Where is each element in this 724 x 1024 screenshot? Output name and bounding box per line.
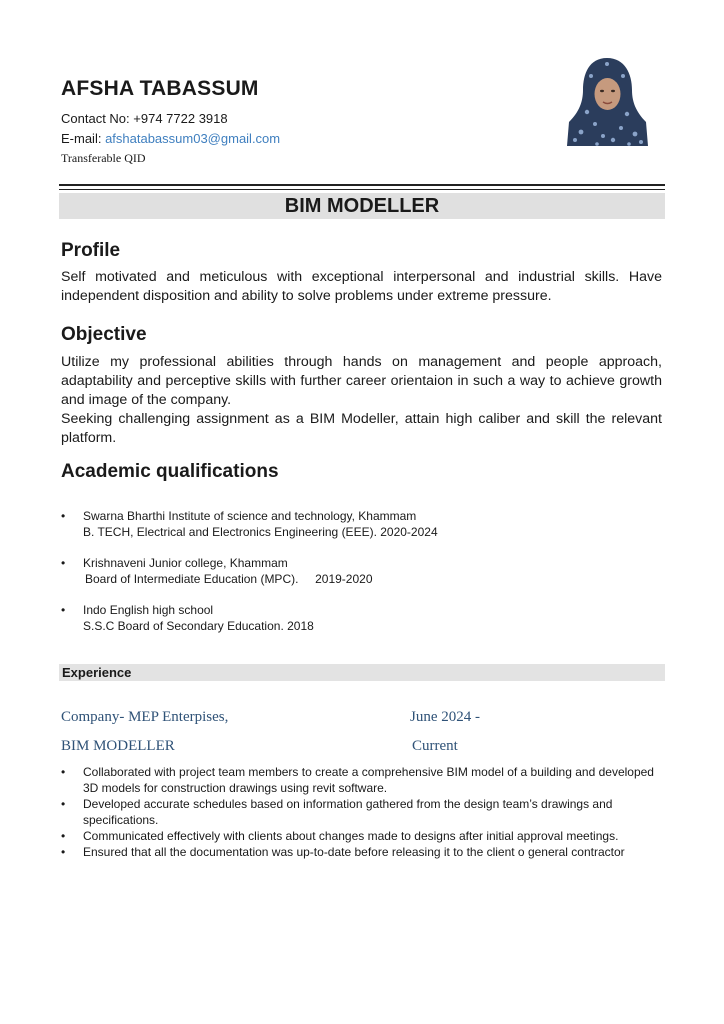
qualification: Board of Intermediate Education (MPC). 2019-2020 (85, 572, 373, 586)
qualification: B. TECH, Electrical and Electronics Engineering (EEE). 2020-2024 (83, 525, 438, 539)
job-title-banner (59, 193, 665, 219)
header-rule-thick (59, 184, 665, 186)
candidate-name: AFSHA TABASSUM (61, 77, 259, 100)
email-link[interactable]: afshatabassum03@gmail.com (105, 131, 281, 146)
experience-bullets (61, 764, 661, 860)
academic-item (61, 602, 661, 634)
academic-item (61, 555, 661, 587)
company-name: Company- MEP Enterpises, (61, 709, 229, 725)
bullet-icon: • (61, 829, 66, 843)
institution: Swarna Bharthi Institute of science and technology, Khammam (83, 509, 417, 523)
objective-text (61, 353, 662, 448)
date-start: June 2024 - (410, 709, 480, 725)
institution: Indo English high school (83, 603, 214, 617)
date-end: Current (412, 738, 458, 754)
header-rule-thin (59, 189, 665, 190)
objective-paragraph-2: Seeking challenging assignment as a BIM Modeller, attain high caliber and skill the relevant platform. (61, 411, 662, 446)
contact-label: Contact No: (61, 111, 134, 126)
qualification: S.S.C Board of Secondary Education. 2018 (83, 619, 314, 633)
academics-heading: Academic qualifications (61, 461, 279, 482)
job-title: BIM MODELLER (284, 194, 440, 217)
academics-list (61, 508, 661, 649)
objective-paragraph-1: Utilize my professional abilities through hands on management and people approach, adaptability and perceptive skills with further career orientaion in such a way to achieve growth and image of the company. (61, 354, 662, 408)
qid-status: Transferable QID (61, 151, 146, 165)
profile-photo (567, 52, 648, 146)
bullet-text: Communicated effectively with clients about changes made to designs after initial approval meetings. (83, 829, 619, 843)
email-line (61, 131, 280, 146)
bullet-icon: • (61, 556, 66, 570)
list-item (61, 764, 661, 796)
role-title: BIM MODELLER (61, 738, 175, 754)
bullet-icon: • (61, 603, 66, 617)
bullet-text: Collaborated with project team members to create a comprehensive BIM model of a building and developed 3D models for construction drawings using revit software. (83, 765, 654, 795)
profile-heading: Profile (61, 240, 121, 261)
contact-number (61, 111, 228, 126)
bullet-icon: • (61, 797, 66, 811)
academic-item (61, 508, 661, 540)
email-label: E-mail: (61, 131, 106, 146)
institution: Krishnaveni Junior college, Khammam (83, 556, 288, 570)
list-item (61, 844, 661, 860)
bullet-icon: • (61, 509, 66, 523)
bullet-text: Developed accurate schedules based on information gathered from the design team’s drawings and specifications. (83, 797, 613, 827)
experience-heading: Experience (62, 665, 132, 680)
profile-text (61, 268, 662, 306)
profile-paragraph: Self motivated and meticulous with exceptional interpersonal and industrial skills. Have independent disposition and ability to solve problems under extreme pressure. (61, 269, 662, 304)
experience-banner (59, 664, 665, 681)
contact-value: +974 7722 3918 (133, 111, 228, 126)
bullet-text: Ensured that all the documentation was up-to-date before releasing it to the client o general contractor (83, 845, 625, 859)
list-item (61, 828, 661, 844)
list-item (61, 796, 661, 828)
bullet-icon: • (61, 845, 66, 859)
objective-heading: Objective (61, 324, 147, 345)
bullet-icon: • (61, 765, 66, 779)
